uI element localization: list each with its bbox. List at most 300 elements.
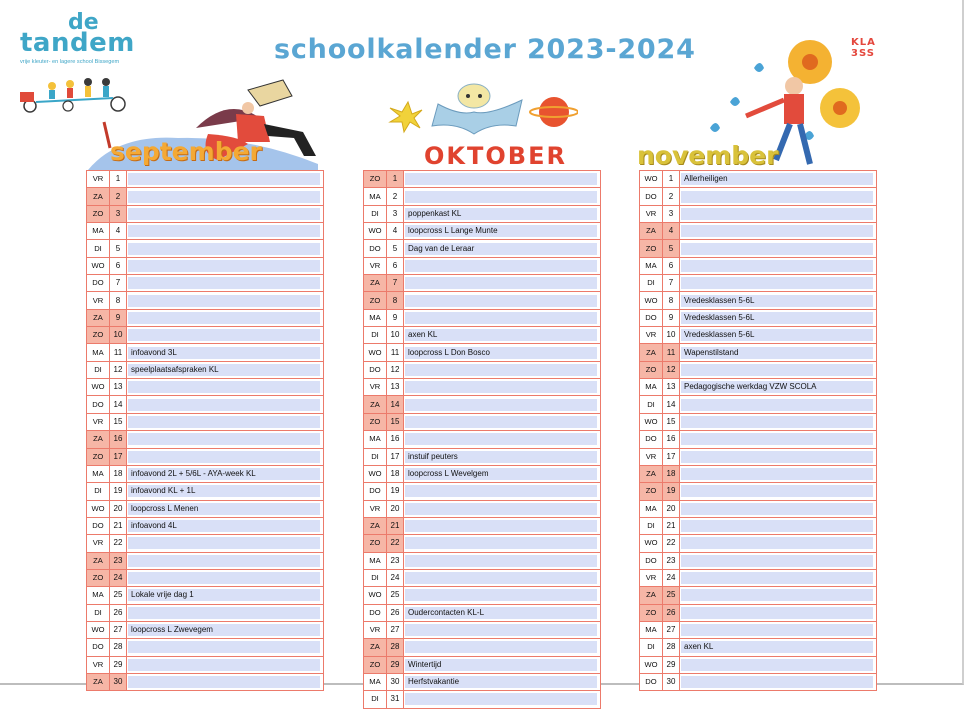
calendar-row: [640, 500, 877, 517]
day-number-cell: 8: [110, 292, 127, 309]
event-cell: [404, 205, 601, 222]
day-number-cell: 19: [663, 483, 680, 500]
weekday-cell: DO: [87, 396, 110, 413]
day-number-cell: 20: [663, 500, 680, 517]
weekday-cell: WO: [640, 413, 663, 430]
weekday-cell: WO: [87, 500, 110, 517]
event-text: Dag van de Leraar: [405, 243, 597, 255]
event-cell: [127, 240, 324, 257]
day-number-cell: 14: [663, 396, 680, 413]
weekday-cell: ZA: [640, 344, 663, 361]
event-text: [681, 555, 873, 567]
event-cell: [404, 171, 601, 188]
day-number-cell: 1: [387, 171, 404, 188]
event-cell: [404, 483, 601, 500]
brand-line-2: 3SS: [851, 48, 875, 59]
day-number-cell: 2: [110, 188, 127, 205]
weekday-cell: MA: [364, 309, 387, 326]
weekday-cell: ZO: [87, 448, 110, 465]
event-text: Allerheiligen: [681, 173, 873, 185]
calendar-row: [87, 656, 324, 673]
day-number-cell: 29: [663, 656, 680, 673]
event-cell: [404, 604, 601, 621]
day-number-cell: 19: [110, 483, 127, 500]
day-number-cell: 9: [387, 309, 404, 326]
event-text: [405, 381, 597, 393]
event-cell: [404, 552, 601, 569]
event-cell: [127, 448, 324, 465]
day-number-cell: 14: [110, 396, 127, 413]
calendar-row: [640, 483, 877, 500]
calendar-row: [640, 240, 877, 257]
logo-subtitle: vrije kleuter- en lagere school Bissegem: [20, 59, 120, 65]
day-number-cell: 23: [387, 552, 404, 569]
calendar-row: [87, 223, 324, 240]
event-cell: [404, 691, 601, 708]
calendar-oktober: [363, 170, 601, 709]
weekday-cell: MA: [364, 673, 387, 690]
day-number-cell: 26: [110, 604, 127, 621]
day-number-cell: 1: [110, 171, 127, 188]
day-number-cell: 8: [663, 292, 680, 309]
calendar-row: [364, 309, 601, 326]
day-number-cell: 2: [387, 188, 404, 205]
calendar-row: [364, 535, 601, 552]
calendar-row: [87, 569, 324, 586]
event-cell: [404, 656, 601, 673]
calendar-row: [640, 188, 877, 205]
day-number-cell: 8: [387, 292, 404, 309]
day-number-cell: 20: [110, 500, 127, 517]
event-cell: [404, 275, 601, 292]
event-cell: [404, 569, 601, 586]
calendar-row: [640, 223, 877, 240]
day-number-cell: 11: [387, 344, 404, 361]
calendar-row: [87, 257, 324, 274]
weekday-cell: ZA: [87, 552, 110, 569]
event-text: [681, 468, 873, 480]
calendar-row: [640, 604, 877, 621]
weekday-cell: MA: [640, 500, 663, 517]
day-number-cell: 11: [110, 344, 127, 361]
weekday-cell: DO: [87, 517, 110, 534]
calendar-row: [364, 171, 601, 188]
event-text: [405, 555, 597, 567]
day-number-cell: 21: [387, 517, 404, 534]
event-text: [128, 555, 320, 567]
weekday-cell: DO: [640, 552, 663, 569]
day-number-cell: 4: [110, 223, 127, 240]
event-text: [405, 485, 597, 497]
weekday-cell: VR: [640, 327, 663, 344]
event-text: [681, 485, 873, 497]
weekday-cell: VR: [640, 448, 663, 465]
day-number-cell: 6: [663, 257, 680, 274]
event-text: [405, 589, 597, 601]
event-cell: [404, 465, 601, 482]
weekday-cell: WO: [364, 223, 387, 240]
day-number-cell: 4: [663, 223, 680, 240]
calendar-row: [87, 413, 324, 430]
weekday-cell: VR: [364, 379, 387, 396]
event-cell: [127, 621, 324, 638]
event-cell: [127, 431, 324, 448]
weekday-cell: MA: [87, 223, 110, 240]
event-cell: [127, 483, 324, 500]
event-cell: [680, 205, 877, 222]
day-number-cell: 30: [387, 673, 404, 690]
event-cell: [127, 673, 324, 690]
calendar-row: [87, 552, 324, 569]
weekday-cell: ZA: [364, 275, 387, 292]
calendar-september: [86, 170, 324, 691]
weekday-cell: WO: [640, 535, 663, 552]
day-number-cell: 24: [663, 569, 680, 586]
weekday-cell: VR: [364, 621, 387, 638]
event-text: [681, 191, 873, 203]
event-cell: [127, 465, 324, 482]
event-cell: [404, 361, 601, 378]
weekday-cell: ZA: [364, 639, 387, 656]
event-text: [128, 191, 320, 203]
event-cell: [127, 223, 324, 240]
day-number-cell: 13: [110, 379, 127, 396]
day-number-cell: 22: [387, 535, 404, 552]
event-text: speelplaatsafspraken KL: [128, 364, 320, 376]
event-text: [405, 641, 597, 653]
event-text: Vredesklassen 5-6L: [681, 295, 873, 307]
calendar-row: [640, 205, 877, 222]
weekday-cell: VR: [87, 413, 110, 430]
weekday-cell: ZO: [364, 292, 387, 309]
day-number-cell: 16: [387, 431, 404, 448]
calendar-row: [640, 448, 877, 465]
day-number-cell: 24: [110, 569, 127, 586]
event-cell: [680, 396, 877, 413]
day-number-cell: 14: [387, 396, 404, 413]
day-number-cell: 26: [387, 604, 404, 621]
event-cell: [680, 223, 877, 240]
weekday-cell: MA: [640, 621, 663, 638]
event-cell: [127, 257, 324, 274]
day-number-cell: 12: [110, 361, 127, 378]
event-text: [128, 676, 320, 688]
event-cell: [680, 673, 877, 690]
event-cell: [404, 673, 601, 690]
event-text: [405, 399, 597, 411]
event-text: [405, 572, 597, 584]
calendar-row: [640, 361, 877, 378]
event-cell: [680, 448, 877, 465]
day-number-cell: 16: [663, 431, 680, 448]
event-text: axen KL: [405, 329, 597, 341]
event-text: [128, 451, 320, 463]
event-text: Lokale vrije dag 1: [128, 589, 320, 601]
event-cell: [127, 535, 324, 552]
calendar-row: [364, 257, 601, 274]
weekday-cell: WO: [87, 621, 110, 638]
weekday-cell: MA: [640, 379, 663, 396]
event-cell: [127, 205, 324, 222]
calendar-row: [87, 344, 324, 361]
calendar-row: [364, 483, 601, 500]
calendar-row: [87, 188, 324, 205]
event-cell: [404, 517, 601, 534]
event-text: [128, 225, 320, 237]
day-number-cell: 1: [663, 171, 680, 188]
calendar-row: [364, 639, 601, 656]
weekday-cell: DI: [87, 361, 110, 378]
weekday-cell: DI: [87, 483, 110, 500]
weekday-cell: ZA: [87, 673, 110, 690]
calendar-row: [87, 309, 324, 326]
calendar-row: [640, 517, 877, 534]
day-number-cell: 27: [663, 621, 680, 638]
event-text: [128, 416, 320, 428]
event-text: [681, 589, 873, 601]
day-number-cell: 25: [110, 587, 127, 604]
weekday-cell: ZO: [364, 535, 387, 552]
weekday-cell: MA: [364, 431, 387, 448]
event-text: infoavond KL + 1L: [128, 485, 320, 497]
weekday-cell: VR: [640, 205, 663, 222]
event-text: Wintertijd: [405, 659, 597, 671]
weekday-cell: WO: [87, 257, 110, 274]
calendar-row: [364, 223, 601, 240]
month-title-oktober: OKTOBER: [424, 142, 567, 170]
weekday-cell: ZA: [640, 465, 663, 482]
day-number-cell: 21: [110, 517, 127, 534]
event-text: [681, 433, 873, 445]
weekday-cell: DI: [640, 396, 663, 413]
weekday-cell: MA: [640, 257, 663, 274]
day-number-cell: 27: [110, 621, 127, 638]
event-cell: [127, 396, 324, 413]
calendar-row: [640, 535, 877, 552]
calendar-row: [364, 621, 601, 638]
event-text: [128, 208, 320, 220]
event-cell: [127, 171, 324, 188]
weekday-cell: VR: [364, 257, 387, 274]
day-number-cell: 13: [663, 379, 680, 396]
day-number-cell: 3: [110, 205, 127, 222]
day-number-cell: 15: [663, 413, 680, 430]
event-cell: [680, 483, 877, 500]
event-cell: [404, 431, 601, 448]
calendar-row: [364, 292, 601, 309]
day-number-cell: 18: [387, 465, 404, 482]
calendar-row: [364, 569, 601, 586]
calendar-row: [640, 379, 877, 396]
page-title: schoolkalender 2023-2024: [274, 34, 696, 65]
calendar-row: [364, 379, 601, 396]
event-text: [681, 260, 873, 272]
calendar-row: [87, 604, 324, 621]
calendar-row: [87, 275, 324, 292]
weekday-cell: ZA: [640, 587, 663, 604]
day-number-cell: 21: [663, 517, 680, 534]
calendar-row: [87, 535, 324, 552]
day-number-cell: 22: [663, 535, 680, 552]
event-cell: [127, 500, 324, 517]
event-text: [681, 624, 873, 636]
event-text: Oudercontacten KL-L: [405, 607, 597, 619]
calendar-row: [364, 517, 601, 534]
event-cell: [127, 188, 324, 205]
event-cell: [127, 639, 324, 656]
event-cell: [404, 292, 601, 309]
event-cell: [404, 639, 601, 656]
event-text: infoavond 3L: [128, 347, 320, 359]
day-number-cell: 2: [663, 188, 680, 205]
event-text: [128, 537, 320, 549]
event-text: [128, 607, 320, 619]
event-text: instuif peuters: [405, 451, 597, 463]
event-text: [405, 520, 597, 532]
weekday-cell: VR: [364, 500, 387, 517]
event-text: [681, 451, 873, 463]
calendar-row: [87, 673, 324, 690]
event-text: Wapenstilstand: [681, 347, 873, 359]
event-text: [681, 225, 873, 237]
day-number-cell: 6: [110, 257, 127, 274]
event-text: [681, 659, 873, 671]
event-text: [681, 572, 873, 584]
day-number-cell: 3: [663, 205, 680, 222]
day-number-cell: 9: [110, 309, 127, 326]
weekday-cell: VR: [87, 171, 110, 188]
event-text: [405, 537, 597, 549]
weekday-cell: DO: [364, 483, 387, 500]
weekday-cell: ZO: [364, 413, 387, 430]
weekday-cell: ZO: [640, 361, 663, 378]
event-cell: [127, 327, 324, 344]
weekday-cell: DO: [87, 275, 110, 292]
event-cell: [680, 552, 877, 569]
event-text: [128, 399, 320, 411]
weekday-cell: DI: [364, 327, 387, 344]
weekday-cell: ZO: [87, 327, 110, 344]
calendar-row: [364, 240, 601, 257]
calendar-row: [364, 691, 601, 708]
day-number-cell: 15: [387, 413, 404, 430]
weekday-cell: DO: [364, 361, 387, 378]
weekday-cell: ZA: [87, 309, 110, 326]
calendar-row: [87, 292, 324, 309]
event-cell: [127, 587, 324, 604]
day-number-cell: 4: [387, 223, 404, 240]
calendar-row: [640, 413, 877, 430]
event-text: loopcross L Zwevegem: [128, 624, 320, 636]
event-cell: [127, 344, 324, 361]
event-cell: [680, 275, 877, 292]
event-text: [128, 659, 320, 671]
weekday-cell: VR: [87, 656, 110, 673]
event-cell: [680, 292, 877, 309]
weekday-cell: MA: [87, 344, 110, 361]
weekday-cell: VR: [87, 535, 110, 552]
calendar-row: [364, 205, 601, 222]
calendar-row: [87, 361, 324, 378]
event-text: [128, 243, 320, 255]
event-text: [405, 260, 597, 272]
event-text: [405, 624, 597, 636]
weekday-cell: ZO: [87, 569, 110, 586]
event-cell: [680, 656, 877, 673]
event-cell: [680, 344, 877, 361]
event-cell: [404, 223, 601, 240]
event-cell: [680, 431, 877, 448]
weekday-cell: WO: [87, 379, 110, 396]
weekday-cell: ZA: [364, 396, 387, 413]
weekday-cell: WO: [640, 171, 663, 188]
day-number-cell: 28: [663, 639, 680, 656]
event-cell: [127, 413, 324, 430]
calendar-row: [364, 448, 601, 465]
day-number-cell: 22: [110, 535, 127, 552]
event-cell: [680, 639, 877, 656]
weekday-cell: DI: [87, 240, 110, 257]
calendar-row: [364, 656, 601, 673]
weekday-cell: DO: [640, 431, 663, 448]
calendar-row: [364, 327, 601, 344]
event-text: [681, 607, 873, 619]
event-text: [681, 277, 873, 289]
weekday-cell: MA: [364, 188, 387, 205]
logo-tandem: tandem: [20, 28, 135, 58]
calendar-row: [364, 673, 601, 690]
event-cell: [680, 413, 877, 430]
event-text: [681, 537, 873, 549]
event-cell: [680, 327, 877, 344]
month-title-september: september: [110, 137, 262, 166]
event-cell: [680, 465, 877, 482]
calendar-row: [364, 500, 601, 517]
brand-line-1: KLA: [851, 37, 876, 48]
event-cell: [127, 604, 324, 621]
day-number-cell: 23: [663, 552, 680, 569]
day-number-cell: 28: [110, 639, 127, 656]
event-text: [681, 416, 873, 428]
event-cell: [680, 569, 877, 586]
event-text: loopcross L Don Bosco: [405, 347, 597, 359]
event-cell: [404, 621, 601, 638]
weekday-cell: ZO: [640, 240, 663, 257]
event-cell: [404, 327, 601, 344]
calendar-row: [364, 344, 601, 361]
event-cell: [680, 361, 877, 378]
weekday-cell: VR: [87, 292, 110, 309]
event-text: [405, 277, 597, 289]
weekday-cell: DI: [364, 691, 387, 708]
event-text: [681, 364, 873, 376]
day-number-cell: 30: [110, 673, 127, 690]
day-number-cell: 5: [110, 240, 127, 257]
event-cell: [127, 379, 324, 396]
day-number-cell: 26: [663, 604, 680, 621]
calendar-row: [87, 517, 324, 534]
calendar-november: [639, 170, 877, 691]
event-cell: [127, 275, 324, 292]
event-text: [128, 260, 320, 272]
weekday-cell: ZO: [364, 656, 387, 673]
logo-de: de: [68, 10, 99, 35]
event-cell: [404, 344, 601, 361]
calendar-row: [87, 396, 324, 413]
event-text: [405, 364, 597, 376]
event-text: [681, 520, 873, 532]
calendar-row: [364, 275, 601, 292]
